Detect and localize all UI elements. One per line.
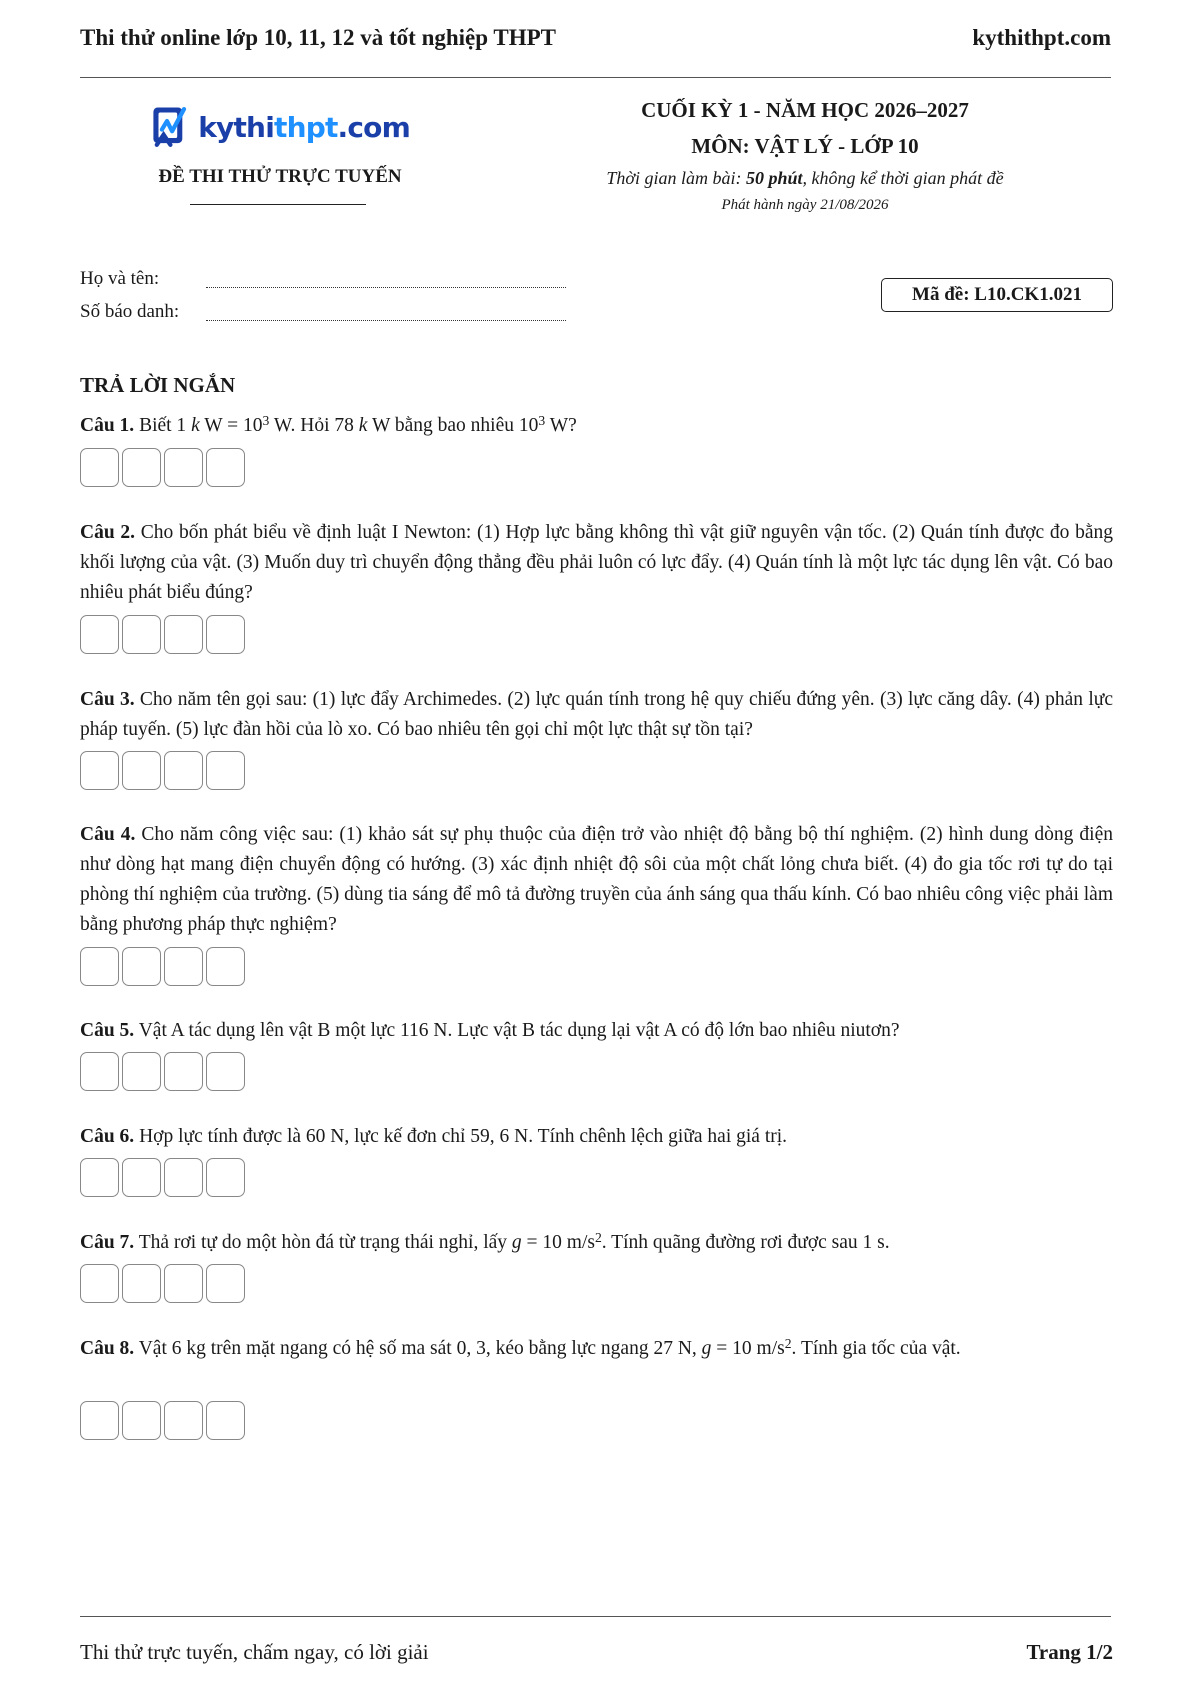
header-site: kythithpt.com xyxy=(972,25,1111,50)
exam-duration: Thời gian làm bài: 50 phút, không kể thời gian phát đề xyxy=(606,168,1004,188)
answer-box[interactable] xyxy=(80,751,119,790)
footer-rule xyxy=(80,1616,1111,1617)
footer-tagline: Thi thử trực tuyến, chấm ngay, có lời giải xyxy=(80,1640,429,1664)
answer-box[interactable] xyxy=(206,1158,245,1197)
answer-boxes-2[interactable] xyxy=(80,615,245,654)
answer-boxes-5[interactable] xyxy=(80,1052,245,1091)
answer-box[interactable] xyxy=(164,1401,203,1440)
answer-box[interactable] xyxy=(122,1264,161,1303)
answer-box[interactable] xyxy=(122,751,161,790)
answer-box[interactable] xyxy=(122,615,161,654)
answer-box[interactable] xyxy=(206,615,245,654)
student-id-blank xyxy=(206,320,566,321)
page-number: Trang 1/2 xyxy=(1026,1640,1113,1664)
answer-boxes-3[interactable] xyxy=(80,751,245,790)
question-8: Câu 8. Vật 6 kg trên mặt ngang có hệ số ma sát 0, 3, kéo bằng lực ngang 27 N, g = 10 $m/s^2$. Tính gia tốc của vật. xyxy=(80,1335,961,1359)
release-date: Phát hành ngày 21/08/2026 xyxy=(721,197,889,213)
name-blank xyxy=(206,287,566,288)
question-3: Câu 3. Cho năm tên gọi sau: (1) lực đẩy Archimedes. (2) lực quán tính trong hệ quy chiếu đứng yên. (3) lực căng dây. (4) phản lực pháp tuyến. (5) lực đàn hồi của lò xo. Có bao nhiêu tên gọi chỉ một lực thật sự tồn tại? xyxy=(80,689,1114,740)
exam-subject: MÔN: VẬT LÝ - LỚP 10 xyxy=(691,134,919,158)
answer-box[interactable] xyxy=(80,1264,119,1303)
answer-box[interactable] xyxy=(206,448,245,487)
answer-boxes-8[interactable] xyxy=(80,1401,245,1440)
answer-box[interactable] xyxy=(206,1401,245,1440)
answer-box[interactable] xyxy=(164,615,203,654)
answer-box[interactable] xyxy=(122,1158,161,1197)
exam-code-badge: Mã đề: L10.CK1.021 xyxy=(881,278,1113,312)
exam-heading xyxy=(540,96,1070,214)
answer-box[interactable] xyxy=(206,751,245,790)
header-rule xyxy=(80,77,1111,78)
question-5: Câu 5. Vật A tác dụng lên vật B một lực 116 N. Lực vật B tác dụng lại vật A có độ lớn bao nhiêu niutơn? xyxy=(80,1020,900,1041)
answer-box[interactable] xyxy=(80,1052,119,1091)
answer-box[interactable] xyxy=(122,947,161,986)
question-6: Câu 6. Hợp lực tính được là 60 N, lực kế đơn chỉ 59, 6 N. Tính chênh lệch giữa hai giá trị. xyxy=(80,1126,788,1147)
answer-boxes-4[interactable] xyxy=(80,947,245,986)
question-4: Câu 4. Cho năm công việc sau: (1) khảo sát sự phụ thuộc của điện trở vào nhiệt độ bằng bộ thí nghiệm. (2) hình dung dòng điện như dòng hạt mang điện chuyển động có hướng. (3) xác định nhiệt độ sôi của một chất lỏng chưa biết. (4) đo gia tốc rơi tự do tại phòng thí nghiệm của trường. (5) dùng tia sáng để mô tả đường truyền của ánh sáng qua thấu kính. Có bao nhiêu công việc phải làm bằng phương pháp thực nghiệm? xyxy=(80,824,1114,935)
name-label: Họ và tên: xyxy=(80,268,160,289)
online-underline xyxy=(190,204,366,205)
answer-box[interactable] xyxy=(164,947,203,986)
answer-boxes-1[interactable] xyxy=(80,448,245,487)
answer-boxes-7[interactable] xyxy=(80,1264,245,1303)
answer-box[interactable] xyxy=(206,1264,245,1303)
answer-box[interactable] xyxy=(164,1264,203,1303)
logo-icon xyxy=(150,100,194,154)
answer-box[interactable] xyxy=(164,1158,203,1197)
logo-wordmark: kythithpt.com xyxy=(198,110,410,144)
answer-box[interactable] xyxy=(164,448,203,487)
answer-box[interactable] xyxy=(164,751,203,790)
exam-title: CUỐI KỲ 1 - NĂM HỌC 2026–2027 xyxy=(641,98,969,122)
answer-box[interactable] xyxy=(122,1401,161,1440)
answer-box[interactable] xyxy=(80,1401,119,1440)
question-7: Câu 7. Thả rơi tự do một hòn đá từ trạng thái nghỉ, lấy g = 10 $m/s^2$. Tính quãng đường rơi được sau 1 s. xyxy=(80,1229,890,1253)
answer-box[interactable] xyxy=(122,448,161,487)
answer-box[interactable] xyxy=(80,1158,119,1197)
answer-box[interactable] xyxy=(206,947,245,986)
question-1: Câu 1. Biết 1 k $W = 10^3$ W. Hỏi 78 k W bằng bao nhiêu $10^3$ W? xyxy=(80,412,577,436)
answer-box[interactable] xyxy=(164,1052,203,1091)
question-2: Câu 2. Cho bốn phát biểu về định luật I Newton: (1) Hợp lực bằng không thì vật giữ nguyên vận tốc. (2) Quán tính được đo bằng khối lượng của vật. (3) Muốn duy trì chuyển động thẳng đều phải luôn có lực đẩy. (4) Quán tính là một lực tác dụng lên vật. Có bao nhiêu phát biểu đúng? xyxy=(80,522,1113,603)
answer-box[interactable] xyxy=(80,448,119,487)
site-logo xyxy=(150,100,410,154)
answer-boxes-6[interactable] xyxy=(80,1158,245,1197)
student-id-label: Số báo danh: xyxy=(80,301,180,322)
answer-box[interactable] xyxy=(80,615,119,654)
section-title: TRẢ LỜI NGẮN xyxy=(80,373,236,397)
answer-box[interactable] xyxy=(206,1052,245,1091)
answer-box[interactable] xyxy=(80,947,119,986)
answer-box[interactable] xyxy=(122,1052,161,1091)
page-header xyxy=(80,18,1111,58)
header-title: Thi thử online lớp 10, 11, 12 và tốt nghiệp THPT xyxy=(80,25,556,50)
online-exam-label: ĐỀ THI THỬ TRỰC TUYẾN xyxy=(158,166,402,187)
